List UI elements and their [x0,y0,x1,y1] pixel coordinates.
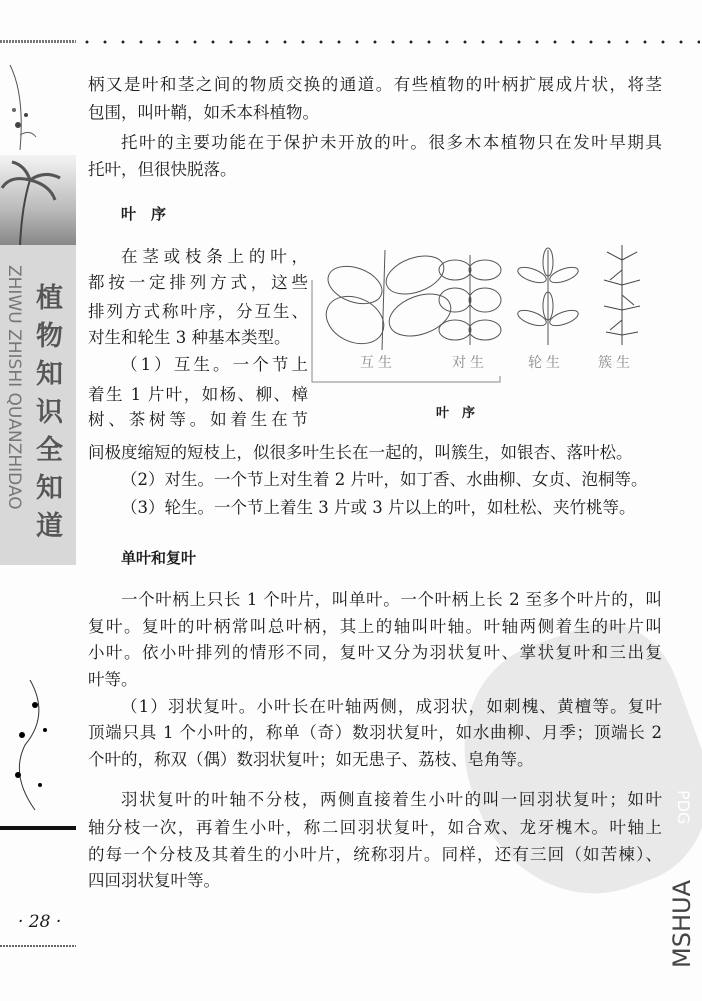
sidebar-rule [0,826,76,830]
text-line: 轴分枝一次，再着生小叶，称二回羽状复叶，如合欢、龙牙槐木。叶轴上 [88,818,662,837]
figure-label: 对生 [452,355,488,371]
text-line: 树、茶树等。如着生在节 [88,410,308,429]
figure-caption: 叶 序 [436,406,476,421]
text-line: （1）羽状复叶。小叶长在叶轴两侧，成羽状，如刺槐、黄檀等。复叶 [121,697,662,716]
header-dotted-rule [78,40,700,44]
text-line: 一个叶柄上只长 1 个叶片，叫单叶。一个叶柄上长 2 至多个叶片的，叫 [121,590,662,609]
text-line: （1）互生。一个节上 [121,355,308,374]
watermark-side-text: MSHUA [668,880,696,968]
text-line: 柄又是叶和茎之间的物质交换的通道。有些植物的叶柄扩展成片状，将茎 [88,75,662,94]
text-line: 托叶的主要功能在于保护未开放的叶。很多木本植物只在发叶早期具 [121,133,662,152]
figure-label: 轮生 [528,355,564,371]
fascicled-leaf-drawing [604,245,640,345]
text-line: （3）轮生。一个节上着生 3 片或 3 片以上的叶，如杜松、夹竹桃等。 [121,498,636,517]
page-number: · 28 · [18,912,62,932]
whorled-leaf-drawing [516,248,580,345]
text-line: 叶等。 [88,670,138,689]
footer-rule [0,945,76,947]
palm-beach-image [0,155,76,245]
text-line: 托叶，但很快脱落。 [88,160,237,179]
text-line: （2）对生。一个节上对生着 2 片叶，如丁香、水曲柳、女贞、泡桐等。 [121,470,648,489]
figure-label: 簇生 [598,355,634,371]
section-heading-phyllotaxy: 叶 序 [121,205,167,223]
sidebar-pinyin: ZHIWU ZHISHI QUANZHIDAO [4,265,24,510]
plant-sketch-icon [0,55,76,155]
text-line: 包围，叫叶鞘，如禾本科植物。 [88,103,319,122]
sidebar-title-band [0,245,76,565]
sidebar-title: 植物知识全知道 [36,283,63,542]
text-line: 都按一定排列方式，这些 [88,273,308,292]
watermark-pdg: PDG [674,790,693,825]
text-line: 羽状复叶的叶轴不分枝，两侧直接着生小叶的叫一回羽状复叶；如叶 [121,790,662,809]
text-line: 复叶。复叶的叶柄常叫总叶柄，其上的轴叫叶轴。叶轴两侧着生的叶片叫 [88,617,662,636]
text-line: 着生 1 片叶，如杨、柳、樟 [88,385,308,404]
text-line: 小叶。依小叶排列的情形不同，复叶又分为羽状复叶、掌状复叶和三出复 [88,643,662,662]
text-line: 排列方式称叶序，分互生、 [88,302,308,321]
figure-label: 互生 [360,355,396,371]
text-line: 个叶的，称双（偶）数羽状复叶；如无患子、荔枝、皂角等。 [88,750,534,769]
section-heading-simple-compound: 单叶和复叶 [121,549,197,567]
text-line: 在茎或枝条上的叶， [121,247,308,266]
text-line: 四回羽状复叶等。 [88,871,220,890]
header-rule-text [0,40,76,43]
text-line: 顶端只具 1 个小叶的，称单（奇）数羽状复叶，如水曲柳、月季；顶端长 2 [88,723,662,742]
text-line: 对生和轮生 3 种基本类型。 [88,328,291,347]
vine-ornament-icon [0,675,76,815]
text-line: 间极度缩短的短枝上，似很多叶生长在一起的，叫簇生，如银杏、落叶松。 [88,443,633,462]
alternate-leaf-drawing [319,249,457,353]
text-line: 的每一个分枝及其着生的小叶片，统称羽片。同样，还有三回（如苦楝）、 [88,845,662,864]
